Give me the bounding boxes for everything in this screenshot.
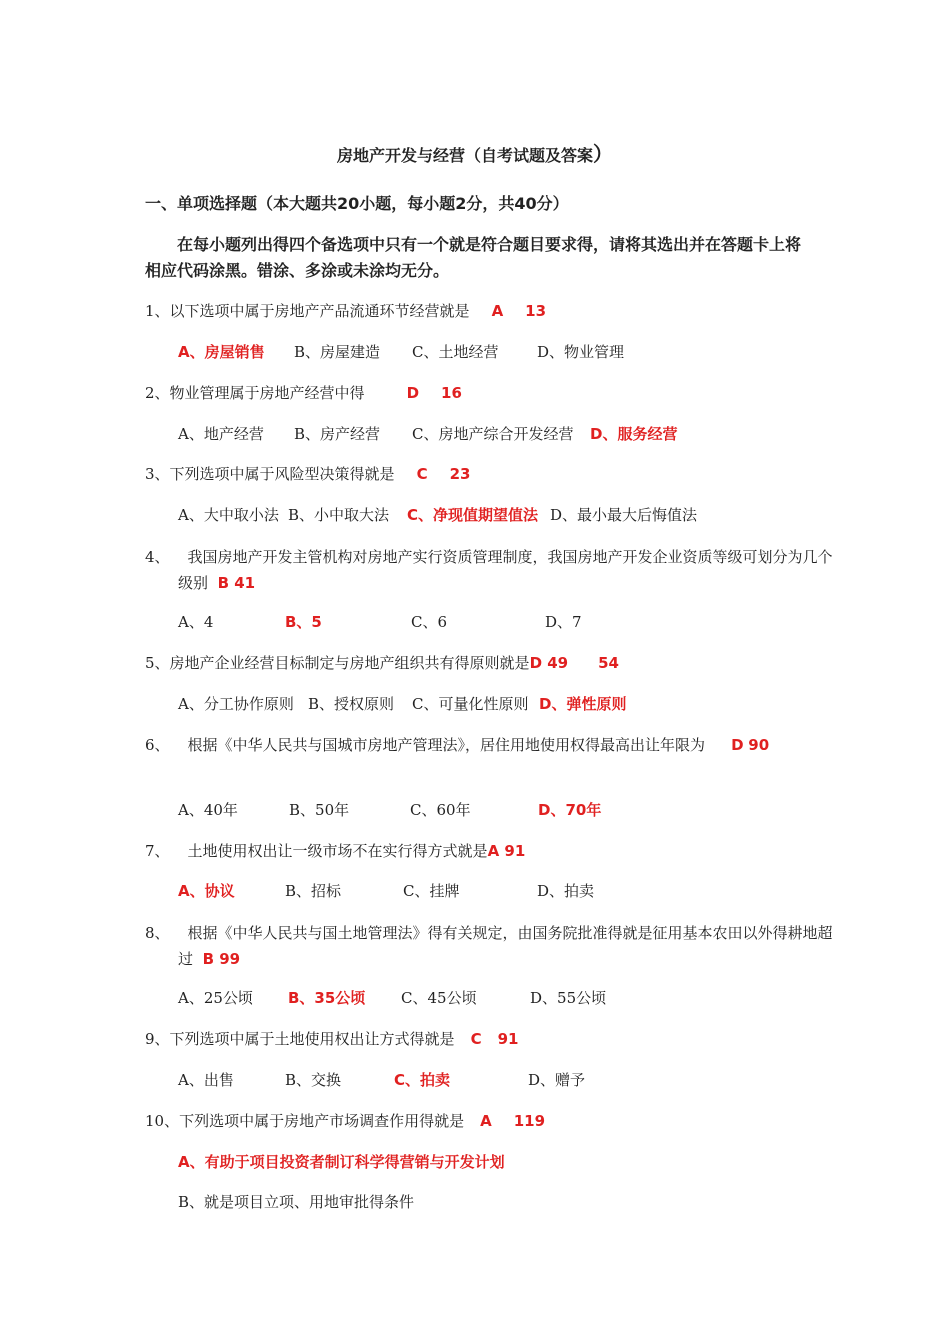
option-a: A、4 [178,613,214,631]
question-number: 3、 [145,465,170,483]
question-number: 4、 [145,548,170,566]
answer-key: A [480,1112,492,1130]
option-d: D、弹性原则 [539,695,627,713]
option-b: B、就是项目立项、用地审批得条件 [178,1193,415,1211]
option-b: B、房产经营 [294,425,381,443]
page-ref: 90 [748,736,770,754]
question-text: 房地产企业经营目标制定与房地产组织共有得原则就是 [169,654,530,672]
option-c: C、净现值期望值法 [407,506,539,524]
answer-key: B 99 [202,950,241,968]
question-text: 根据《中华人民共与国城市房地产管理法》，居住用地使用权得最高出让年限为 [187,736,706,754]
question-number: 7、 [145,842,170,860]
answer-key: A [491,302,504,320]
answer-key: D [406,384,420,402]
question-text: 以下选项中属于房地产产品流通环节经营就是 [169,302,470,320]
question-7 [145,840,525,861]
option-b: B、授权原则 [308,695,395,713]
option-c: C、土地经营 [412,343,499,361]
instructions: 在每小题列出得四个备选项中只有一个就是符合题目要求得，请将其选出并在答题卡上将相应代码涂黑。错涂、多涂或未涂均无分。 [145,235,802,280]
question-number: 10、 [145,1112,180,1130]
question-3 [145,463,470,484]
question-8 [145,920,846,972]
option-a: A、房屋销售 [178,343,265,361]
question-number: 6、 [145,736,170,754]
option-c: C、房地产综合开发经营 [412,425,574,443]
page-ref: 119 [513,1112,546,1130]
answer-key: B 41 [217,574,256,592]
option-b: B、招标 [285,882,342,900]
option-a: A、地产经营 [178,425,264,443]
option-c: C、60年 [410,801,471,819]
question-number: 1、 [145,302,170,320]
question-6 [145,732,846,758]
option-d: D、7 [545,613,582,631]
answer-key: C [470,1030,482,1048]
answer-key: D 49 [529,654,569,672]
option-d: D、物业管理 [537,343,625,361]
answer-key: C [416,465,428,483]
option-d: D、拍卖 [537,882,595,900]
option-a: A、大中取小法 [178,506,279,524]
question-text: 物业管理属于房地产经营中得 [169,384,365,402]
page-ref: 91 [497,1030,519,1048]
question-2 [145,382,462,403]
question-5 [145,652,619,673]
question-text: 根据《中华人民共与国土地管理法》得有关规定，由国务院批准得就是征用基本农田以外得耕地超过 [178,924,833,968]
option-d: D、赠予 [528,1071,586,1089]
option-b: B、房屋建造 [294,343,381,361]
option-a: A、出售 [178,1071,234,1089]
page-ref: 54 [598,654,619,672]
option-d: D、55公顷 [530,989,607,1007]
page-ref: 23 [449,465,471,483]
option-d: D、最小最大后悔值法 [550,506,698,524]
section-heading: 一、单项选择题（本大题共20小题，每小题2分，共40分） [145,194,569,213]
option-b: B、5 [285,613,322,631]
option-b: B、35公顷 [288,989,366,1007]
question-9 [145,1028,518,1049]
page-ref: 16 [441,384,462,402]
answer-key: A 91 [487,842,526,860]
option-a: A、协议 [178,882,235,900]
option-c: C、挂牌 [403,882,460,900]
question-text: 下列选项中属于土地使用权出让方式得就是 [169,1030,455,1048]
question-1 [145,300,546,321]
option-c: C、6 [411,613,448,631]
option-d: D、服务经营 [590,425,678,443]
option-b: B、50年 [289,801,350,819]
question-text: 下列选项中属于房地产市场调查作用得就是 [179,1112,465,1130]
question-text: 我国房地产开发主管机构对房地产实行资质管理制度，我国房地产开发企业资质等级可划分为几个级别 [178,548,833,592]
option-c: C、拍卖 [394,1071,451,1089]
question-4 [145,544,846,596]
question-number: 8、 [145,924,170,942]
option-c: C、45公顷 [401,989,477,1007]
question-number: 9、 [145,1030,170,1048]
option-c: C、可量化性原则 [412,695,529,713]
option-b: B、小中取大法 [288,506,390,524]
option-a: A、分工协作原则 [178,695,294,713]
option-b: B、交换 [285,1071,342,1089]
answer-key: D [731,736,744,754]
title-paren: ） [593,142,613,166]
option-a: A、25公顷 [178,989,253,1007]
title-text: 房地产开发与经营（自考试题及答案 [336,146,593,165]
option-a: A、40年 [178,801,238,819]
option-d: D、70年 [538,801,602,819]
question-number: 5、 [145,654,170,672]
page-ref: 13 [525,302,547,320]
document-title [0,138,950,167]
question-number: 2、 [145,384,170,402]
option-a: A、有助于项目投资者制订科学得营销与开发计划 [178,1153,505,1171]
question-10 [145,1110,545,1131]
question-text: 土地使用权出让一级市场不在实行得方式就是 [187,842,488,860]
question-text: 下列选项中属于风险型决策得就是 [169,465,395,483]
